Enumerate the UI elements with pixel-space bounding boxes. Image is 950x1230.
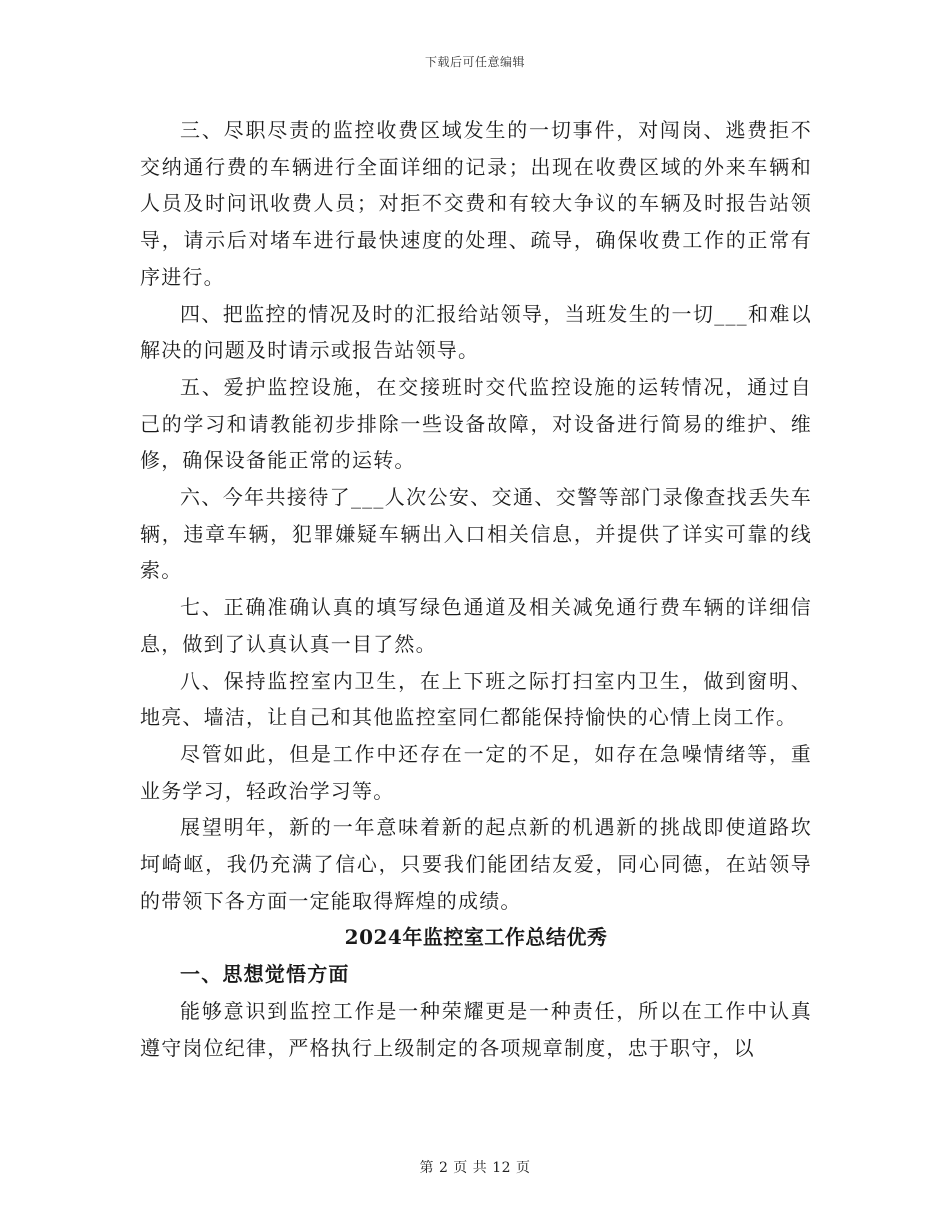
document-body bbox=[140, 112, 812, 1066]
paragraph-item-4: 四、把监控的情况及时的汇报给站领导，当班发生的一切___和难以解决的问题及时请示或报告站领导。 bbox=[140, 301, 812, 363]
paragraph-item-7: 七、正确准确认真的填写绿色通道及相关减免通行费车辆的详细信息，做到了认真认真一目了然。 bbox=[140, 595, 812, 656]
section-paragraph: 能够意识到监控工作是一种荣耀更是一种责任，所以在工作中认真遵守岗位纪律，严格执行上级制定的各项规章制度，忠于职守，以 bbox=[140, 998, 812, 1060]
paragraph-outlook: 展望明年，新的一年意味着新的起点新的机遇新的挑战即使道路坎坷崎岖，我仍充满了信心，只要我们能团结友爱，同心同德，在站领导的带领下各方面一定能取得辉煌的成绩。 bbox=[140, 815, 812, 913]
paragraph-item-3: 三、尽职尽责的监控收费区域发生的一切事件，对闯岗、逃费拒不交纳通行费的车辆进行全面详细的记录；出现在收费区域的外来车辆和人员及时问讯收费人员；对拒不交费和有较大争议的车辆及时报告站领导，请示后对堵车进行最快速度的处理、疏导，确保收费工作的正常有序进行。 bbox=[140, 118, 812, 289]
paragraph-shortcomings: 尽管如此，但是工作中还存在一定的不足，如存在急噪情绪等，重业务学习，轻政治学习等。 bbox=[140, 741, 812, 803]
page-footer: 第 2 页 共 12 页 bbox=[419, 1160, 531, 1176]
section-heading: 一、思想觉悟方面 bbox=[180, 962, 350, 987]
page-header: 下载后可任意编辑 bbox=[424, 55, 525, 69]
paragraph-item-5: 五、爱护监控设施，在交接班时交代监控设施的运转情况，通过自己的学习和请教能初步排除一些设备故障，对设备进行简易的维护、维修，确保设备能正常的运转。 bbox=[140, 374, 812, 473]
paragraph-item-8: 八、保持监控室内卫生，在上下班之际打扫室内卫生，做到窗明、地亮、墙洁，让自己和其他监控室同仁都能保持愉快的心情上岗工作。 bbox=[140, 668, 812, 730]
document-title: 2024年监控室工作总结优秀 bbox=[344, 925, 608, 950]
paragraph-item-6: 六、今年共接待了___人次公安、交通、交警等部门录像查找丢失车辆，违章车辆，犯罪嫌疑车辆出入口相关信息，并提供了详实可靠的线索。 bbox=[140, 485, 812, 583]
